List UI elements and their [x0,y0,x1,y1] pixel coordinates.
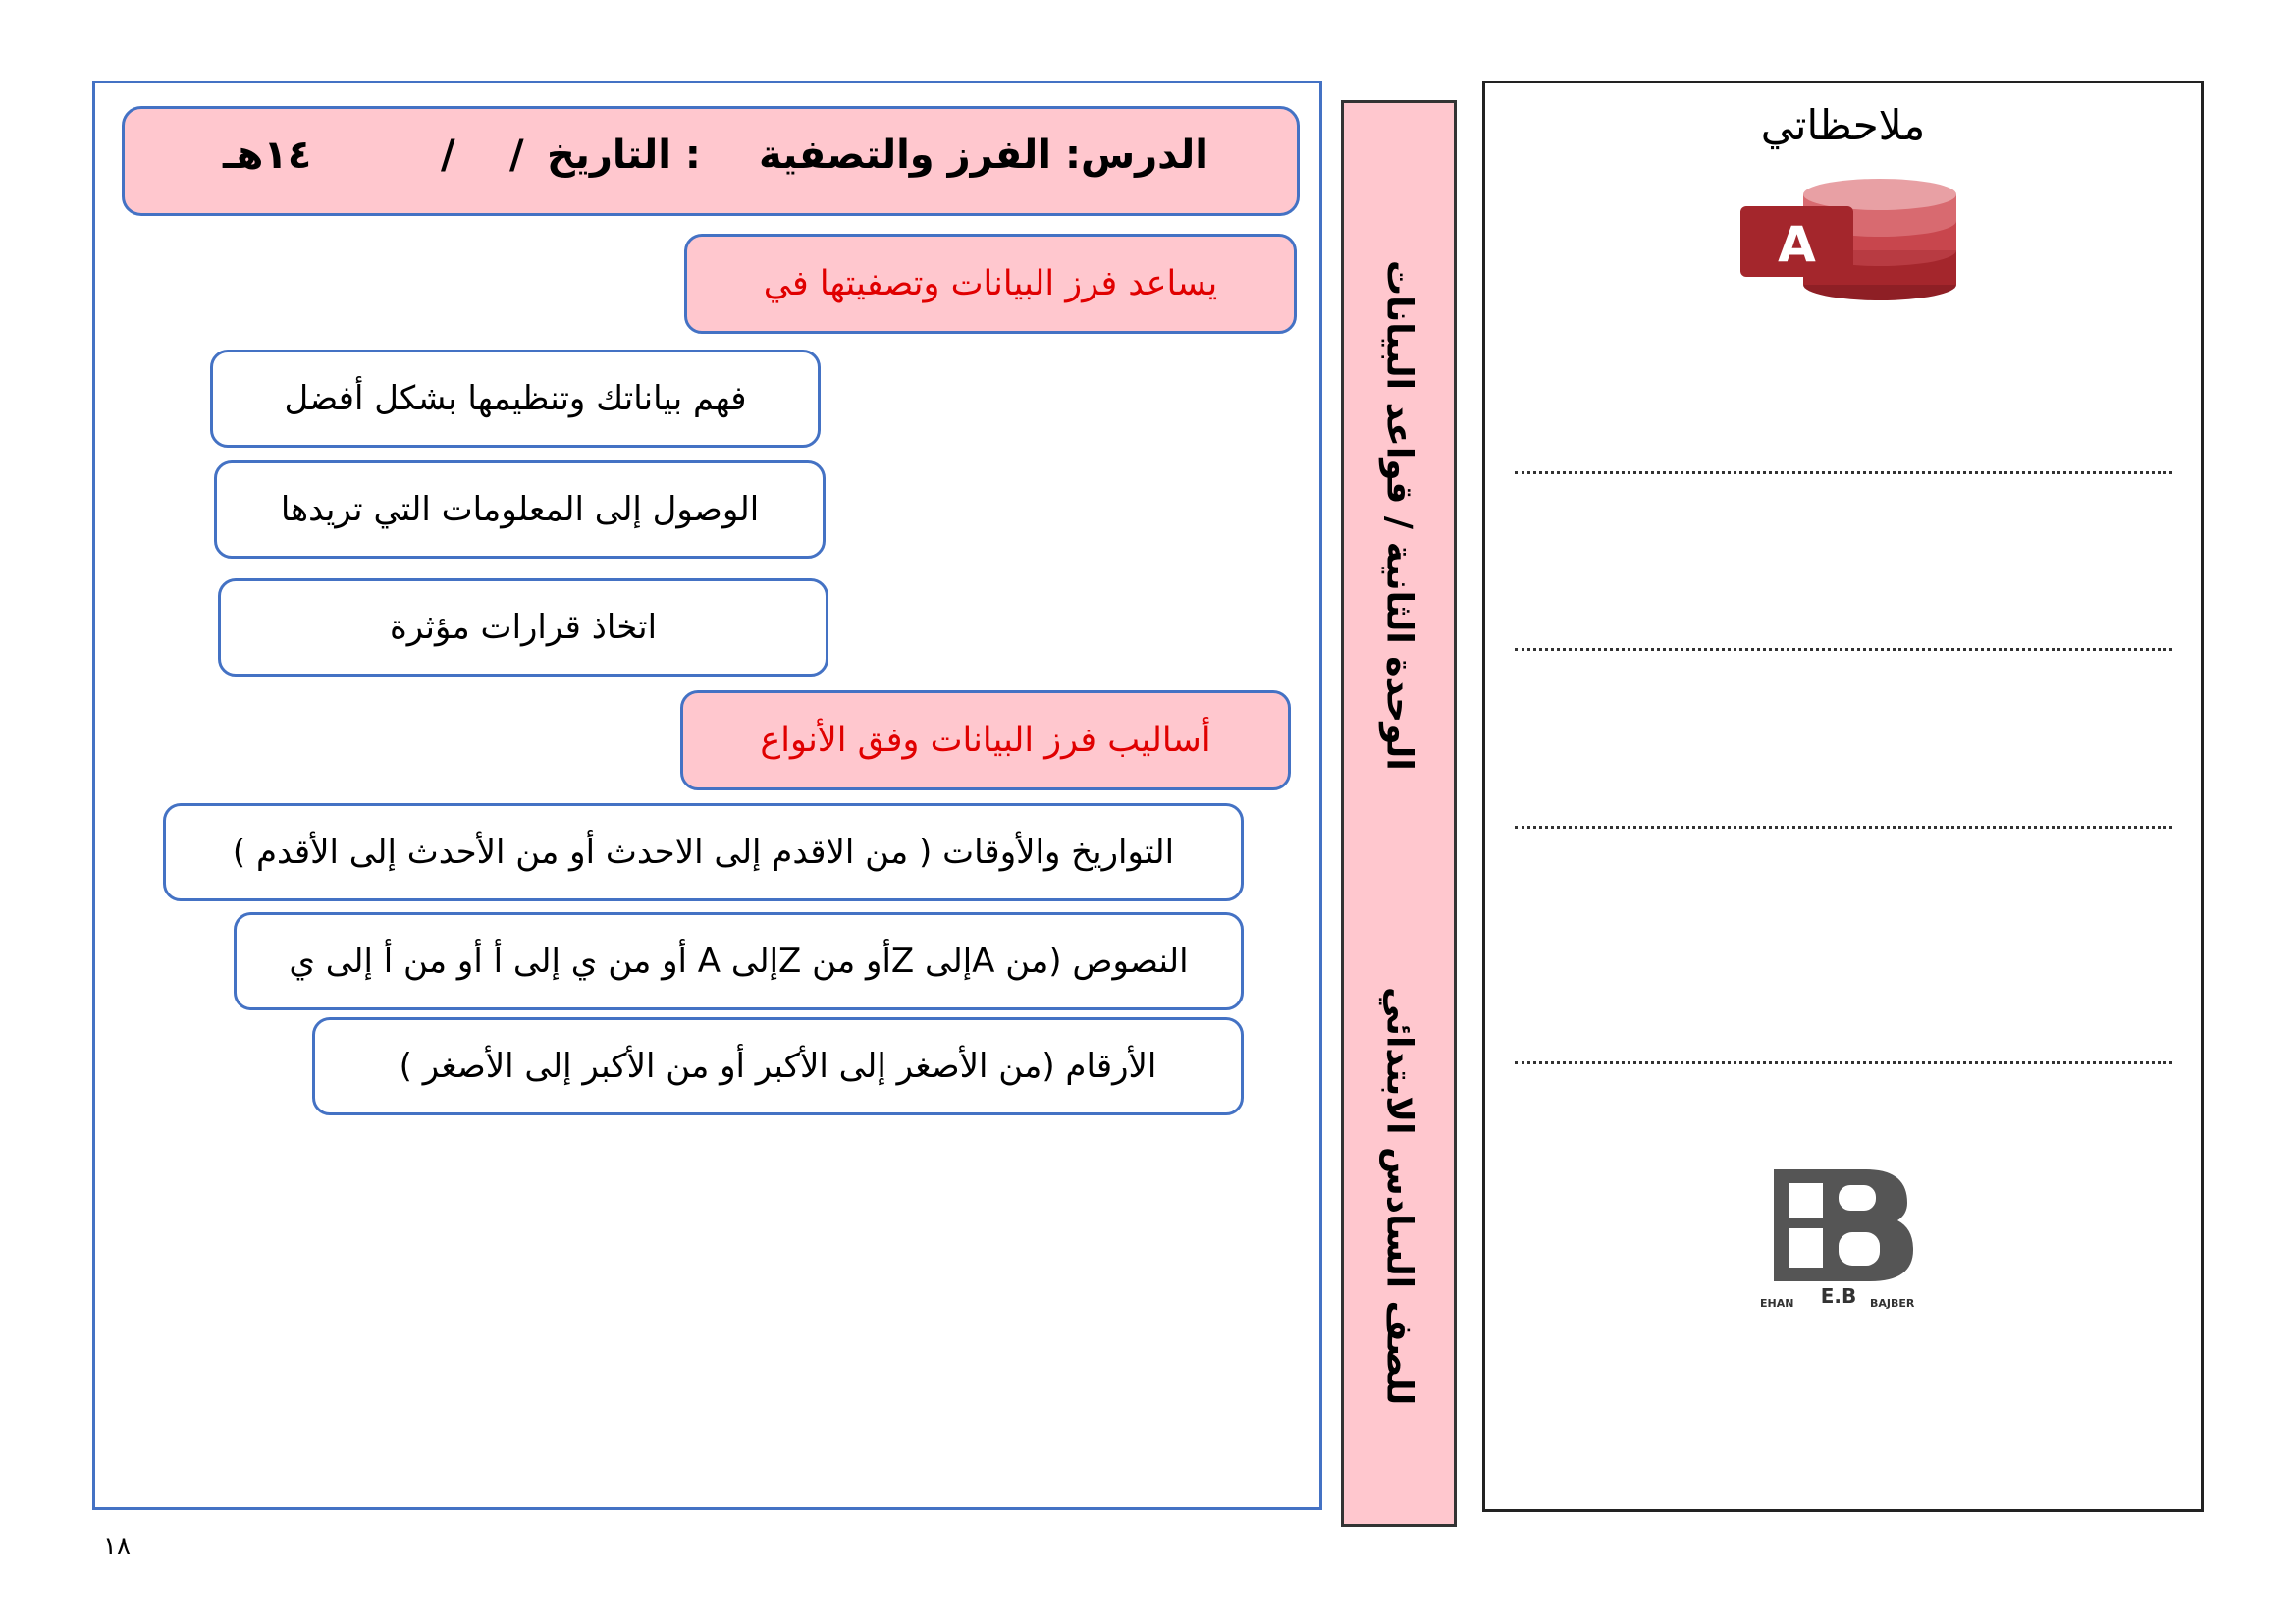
logo-caption: EHAN [1760,1297,1794,1310]
unit-strip [1341,100,1457,1527]
date-year: ١٤هـ [223,133,312,178]
eb-logo-icon [1750,1164,1927,1311]
list-item: التواريخ والأوقات ( من الاقدم إلى الاحدث أو من الأحدث إلى الأقدم ) [163,803,1244,901]
section-heading-benefits: يساعد فرز البيانات وتصفيتها في [684,234,1297,334]
note-line [1515,1061,2172,1064]
unit-title: الوحدة الثانية / قواعد البيانات [1378,260,1419,771]
note-line [1515,826,2172,829]
lesson-title: الدرس: الفرز والتصفية [758,133,1208,178]
access-logo-icon [1731,177,1966,304]
notes-panel [1482,81,2204,1512]
section-heading-sort-methods: أساليب فرز البيانات وفق الأنواع [680,690,1291,790]
notes-title: ملاحظاتي [1760,101,1926,149]
page-number: ١٨ [103,1532,131,1561]
list-item: الوصول إلى المعلومات التي تريدها [214,460,826,559]
list-item: فهم بياناتك وتنظيمها بشكل أفضل [210,350,821,448]
note-line [1515,648,2172,651]
list-item: الأرقام (من الأصغر إلى الأكبر أو من الأكبر إلى الأصغر ) [312,1017,1244,1115]
logo-caption: BAJBER [1870,1297,1915,1310]
date-slash: / [441,133,455,178]
note-line [1515,471,2172,474]
list-item: النصوص (من Aإلى Zأو من Zإلى A أو من ي إلى أ أو من أ إلى ي [234,912,1244,1010]
access-logo-letter: A [1778,216,1816,273]
grade-title: للصف السادس الابتدائي [1378,987,1419,1406]
logo-letters: E.B [1820,1284,1857,1308]
date-slash: / [509,133,524,178]
date-label: التاريخ : [547,133,701,178]
list-item: اتخاذ قرارات مؤثرة [218,578,828,677]
lesson-header [122,106,1300,216]
